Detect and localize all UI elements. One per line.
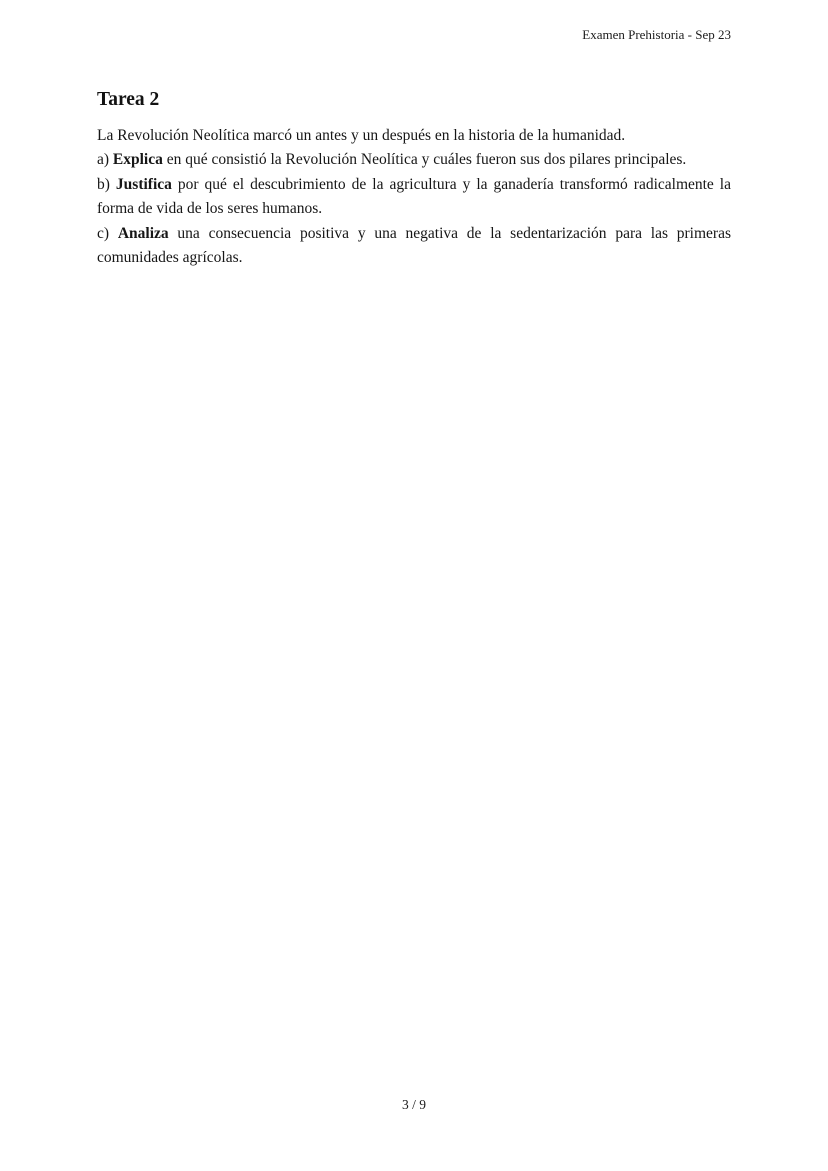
header-text: Examen Prehistoria - Sep 23	[582, 27, 731, 42]
task-section	[97, 88, 731, 270]
item-a-verb: Explica	[112, 151, 163, 169]
item-b-verb: Justifica	[115, 175, 172, 193]
item-b-label: b)	[97, 175, 116, 193]
task-item-a	[97, 148, 731, 172]
page-header	[582, 27, 731, 43]
task-item-c	[97, 222, 731, 271]
item-a-label: a)	[97, 151, 113, 169]
item-c-label: c)	[97, 224, 118, 242]
item-b-text: por qué el descubrimiento de la agricultura y la ganadería transformó radicalmente la forma de vida de los seres humanos.	[97, 175, 731, 218]
task-title: Tarea 2	[97, 89, 160, 110]
item-c-text: una consecuencia positiva y una negativa de la sedentarización para las primeras comunidades agrícolas.	[97, 224, 732, 267]
item-c-verb: Analiza	[117, 224, 169, 242]
page-number: 3 / 9	[401, 1097, 426, 1112]
task-intro: La Revolución Neolítica marcó un antes y un después en la historia de la humanidad.	[97, 127, 626, 144]
page-footer	[0, 1096, 828, 1113]
item-a-text: en qué consistió la Revolución Neolítica y cuáles fueron sus dos pilares principales.	[162, 151, 687, 169]
task-item-b	[97, 173, 731, 222]
